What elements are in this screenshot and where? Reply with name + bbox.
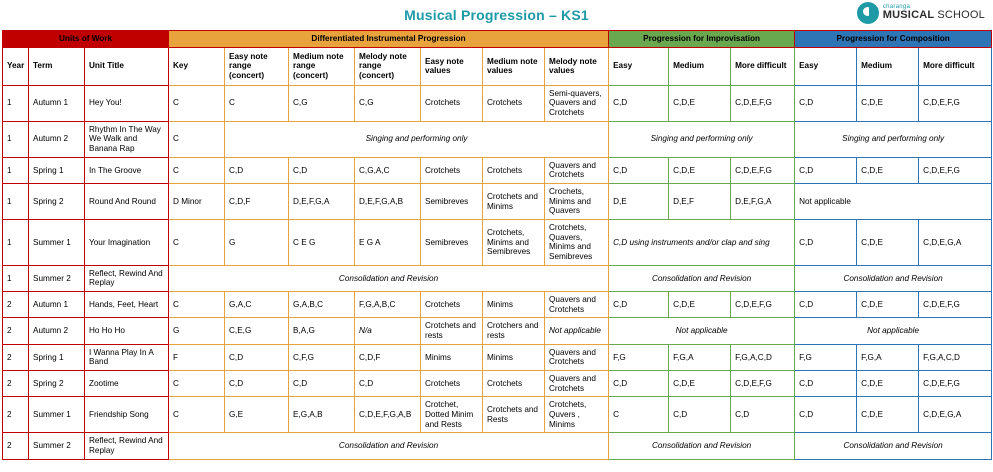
table-row	[3, 157, 992, 183]
cell-term: Summer 2	[29, 433, 85, 459]
table-row	[3, 265, 992, 291]
column-header-7: Easy note values	[421, 47, 483, 85]
cell-easy-values: Crotchets and rests	[421, 318, 483, 344]
cell-easy-range: C,D,F	[225, 184, 289, 220]
column-header-14: Medium	[857, 47, 919, 85]
cell-year: 2	[3, 292, 29, 318]
cell-key: C	[169, 292, 225, 318]
cell-medium-range: C,G	[289, 85, 355, 121]
cell-improvisation-medium: C,D,E	[669, 85, 731, 121]
cell-easy-range: C	[225, 85, 289, 121]
table-row	[3, 292, 992, 318]
cell-improvisation-hard: C,D,E,F,G	[731, 157, 795, 183]
cell-easy-range: G,E	[225, 397, 289, 433]
cell-unit-title: Hands, Feet, Heart	[85, 292, 169, 318]
column-header-row	[3, 47, 992, 85]
cell-improvisation-medium: C,D,E	[669, 371, 731, 397]
cell-year: 1	[3, 184, 29, 220]
cell-term: Spring 2	[29, 184, 85, 220]
cell-melody-values: Crotchets, Quavers, Minims and Semibreves	[545, 220, 609, 266]
cell-improvisation-easy: C,D	[609, 157, 669, 183]
cell-improvisation-medium: C,D	[669, 397, 731, 433]
logo-title-bold: MUSICAL	[882, 9, 935, 22]
cell-improvisation-hard: F,G,A,C,D	[731, 344, 795, 370]
progression-table	[2, 30, 992, 460]
table-row	[3, 371, 992, 397]
cell-composition-easy: C,D	[795, 397, 857, 433]
cell-melody-range: E G A	[355, 220, 421, 266]
cell-medium-values: Crotchets	[483, 85, 545, 121]
cell-key: D Minor	[169, 184, 225, 220]
cell-improvisation-medium: D,E,F	[669, 184, 731, 220]
cell-composition-easy: F,G	[795, 344, 857, 370]
group-header-3: Progression for Improvisation	[609, 31, 795, 48]
cell-improvisation-easy: D,E	[609, 184, 669, 220]
cell-melody-values: Quavers and Crotchets	[545, 371, 609, 397]
cell-composition-medium: C,D,E	[857, 292, 919, 318]
cell-term: Spring 2	[29, 371, 85, 397]
page-title: Musical Progression – KS1	[404, 7, 589, 23]
cell-composition-easy: C,D	[795, 292, 857, 318]
cell-composition-hard: C,D,E,F,G	[919, 85, 992, 121]
cell-composition-easy: C,D	[795, 157, 857, 183]
cell-year: 2	[3, 344, 29, 370]
cell-composition-merged: Not applicable	[795, 184, 992, 220]
cell-unit-title: In The Groove	[85, 157, 169, 183]
logo-text	[883, 4, 985, 22]
cell-medium-range: D,E,F,G,A	[289, 184, 355, 220]
column-header-13: Easy	[795, 47, 857, 85]
cell-easy-range: C,D	[225, 371, 289, 397]
cell-easy-range: G	[225, 220, 289, 266]
cell-composition-hard: C,D,E,G,A	[919, 220, 992, 266]
column-header-12: More difficult	[731, 47, 795, 85]
cell-year: 1	[3, 121, 29, 157]
cell-term: Autumn 1	[29, 292, 85, 318]
cell-unit-title: Reflect, Rewind And Replay	[85, 433, 169, 459]
table-row	[3, 433, 992, 459]
cell-key: C	[169, 220, 225, 266]
table-row	[3, 184, 992, 220]
column-header-4: Easy note range (concert)	[225, 47, 289, 85]
cell-year: 2	[3, 433, 29, 459]
cell-improvisation-merged: Consolidation and Revision	[609, 433, 795, 459]
cell-composition-medium: C,D,E	[857, 220, 919, 266]
charanga-logo	[857, 2, 985, 24]
cell-composition-hard: C,D,E,G,A	[919, 397, 992, 433]
cell-easy-values: Crotchets	[421, 85, 483, 121]
column-header-10: Easy	[609, 47, 669, 85]
cell-medium-values: Crotchets and Minims	[483, 184, 545, 220]
cell-key: F	[169, 344, 225, 370]
cell-medium-range: G,A,B,C	[289, 292, 355, 318]
title-bar	[0, 0, 993, 30]
cell-improvisation-hard: D,E,F,G,A	[731, 184, 795, 220]
column-header-3: Key	[169, 47, 225, 85]
cell-term: Spring 1	[29, 344, 85, 370]
column-header-6: Melody note range (concert)	[355, 47, 421, 85]
group-header-1: Units of Work	[3, 31, 169, 48]
cell-unit-title: Zootime	[85, 371, 169, 397]
cell-medium-range: C,F,G	[289, 344, 355, 370]
cell-composition-hard: C,D,E,F,G	[919, 157, 992, 183]
cell-composition-medium: C,D,E	[857, 371, 919, 397]
cell-composition-medium: C,D,E	[857, 157, 919, 183]
table-body	[3, 85, 992, 459]
cell-easy-range: C,D	[225, 344, 289, 370]
cell-melody-range: C,G	[355, 85, 421, 121]
charanga-logo-icon	[857, 2, 879, 24]
cell-improvisation-hard: C,D	[731, 397, 795, 433]
cell-year: 1	[3, 157, 29, 183]
cell-melody-values: Crochets, Minims and Quavers	[545, 184, 609, 220]
cell-key: C	[169, 85, 225, 121]
table-row	[3, 121, 992, 157]
cell-unit-title: Reflect, Rewind And Replay	[85, 265, 169, 291]
cell-key: C	[169, 157, 225, 183]
cell-composition-easy: C,D	[795, 220, 857, 266]
cell-medium-values: Crotchets	[483, 157, 545, 183]
cell-improvisation-medium: F,G,A	[669, 344, 731, 370]
cell-melody-values: Crotchets, Quvers , Minims	[545, 397, 609, 433]
cell-easy-values: Semibreves	[421, 184, 483, 220]
cell-medium-values: Minims	[483, 292, 545, 318]
cell-key: C	[169, 397, 225, 433]
cell-melody-range: C,G,A,C	[355, 157, 421, 183]
cell-melody-range: C,D,E,F,G,A,B	[355, 397, 421, 433]
cell-term: Summer 1	[29, 397, 85, 433]
cell-composition-medium: F,G,A	[857, 344, 919, 370]
group-header-4: Progression for Composition	[795, 31, 992, 48]
cell-medium-range: C,D	[289, 371, 355, 397]
cell-improvisation-medium: C,D,E	[669, 292, 731, 318]
cell-melody-range: N/a	[355, 318, 421, 344]
cell-easy-values: Crotchets	[421, 157, 483, 183]
cell-year: 1	[3, 220, 29, 266]
logo-subtitle: charanga	[882, 4, 911, 11]
cell-easy-values: Crotchets	[421, 371, 483, 397]
cell-medium-values: Crotchets	[483, 371, 545, 397]
column-header-8: Medium note values	[483, 47, 545, 85]
cell-composition-merged: Singing and performing only	[795, 121, 992, 157]
table-row	[3, 397, 992, 433]
column-header-9: Melody note values	[545, 47, 609, 85]
cell-medium-range: E,G,A,B	[289, 397, 355, 433]
cell-composition-merged: Consolidation and Revision	[795, 433, 992, 459]
cell-improvisation-merged: Singing and performing only	[609, 121, 795, 157]
cell-term: Spring 1	[29, 157, 85, 183]
table-row	[3, 344, 992, 370]
cell-easy-values: Semibreves	[421, 220, 483, 266]
table-row	[3, 318, 992, 344]
cell-improvisation-merged: Not applicable	[609, 318, 795, 344]
group-header-row	[3, 31, 992, 48]
cell-diff-merged: Singing and performing only	[225, 121, 609, 157]
cell-melody-range: C,D,F	[355, 344, 421, 370]
cell-medium-values: Minims	[483, 344, 545, 370]
cell-unit-title: Friendship Song	[85, 397, 169, 433]
cell-improvisation-medium: C,D,E	[669, 157, 731, 183]
group-header-2: Differentiated Instrumental Progression	[169, 31, 609, 48]
cell-composition-hard: C,D,E,F,G	[919, 292, 992, 318]
cell-composition-easy: C,D	[795, 371, 857, 397]
cell-improvisation-easy: C,D	[609, 371, 669, 397]
column-header-1: Term	[29, 47, 85, 85]
logo-title-light: SCHOOL	[937, 9, 985, 22]
cell-melody-range: C,D	[355, 371, 421, 397]
cell-medium-range: C,D	[289, 157, 355, 183]
cell-medium-range: C E G	[289, 220, 355, 266]
cell-melody-values: Semi-quavers, Quavers and Crotchets	[545, 85, 609, 121]
cell-composition-merged: Not applicable	[795, 318, 992, 344]
table-row	[3, 220, 992, 266]
cell-unit-title: Round And Round	[85, 184, 169, 220]
cell-improvisation-hard: C,D,E,F,G	[731, 292, 795, 318]
cell-composition-medium: C,D,E	[857, 85, 919, 121]
cell-easy-values: Crotchet, Dotted Minim and Rests	[421, 397, 483, 433]
cell-diff-merged: Consolidation and Revision	[169, 265, 609, 291]
cell-composition-easy: C,D	[795, 85, 857, 121]
cell-composition-hard: C,D,E,F,G	[919, 371, 992, 397]
cell-melody-values: Quavers and Crotchets	[545, 157, 609, 183]
cell-key: C	[169, 371, 225, 397]
cell-unit-title: I Wanna Play In A Band	[85, 344, 169, 370]
cell-year: 1	[3, 265, 29, 291]
cell-composition-merged: Consolidation and Revision	[795, 265, 992, 291]
cell-term: Summer 1	[29, 220, 85, 266]
cell-melody-values: Not applicable	[545, 318, 609, 344]
cell-medium-values: Crotchets, Minims and Semibreves	[483, 220, 545, 266]
cell-key: C	[169, 121, 225, 157]
cell-term: Autumn 2	[29, 318, 85, 344]
logo-title	[883, 10, 985, 22]
cell-improvisation-easy: C,D	[609, 85, 669, 121]
column-header-0: Year	[3, 47, 29, 85]
cell-unit-title: Rhythm In The Way We Walk and Banana Rap	[85, 121, 169, 157]
cell-medium-values: Crotchers and rests	[483, 318, 545, 344]
cell-diff-merged: Consolidation and Revision	[169, 433, 609, 459]
cell-improvisation-hard: C,D,E,F,G	[731, 85, 795, 121]
cell-improvisation-easy: F,G	[609, 344, 669, 370]
cell-improvisation-easy: C,D	[609, 292, 669, 318]
column-header-11: Medium	[669, 47, 731, 85]
cell-year: 2	[3, 318, 29, 344]
cell-year: 2	[3, 397, 29, 433]
cell-year: 2	[3, 371, 29, 397]
cell-improvisation-hard: C,D,E,F,G	[731, 371, 795, 397]
cell-term: Summer 2	[29, 265, 85, 291]
cell-key: G	[169, 318, 225, 344]
cell-composition-medium: C,D,E	[857, 397, 919, 433]
column-header-15: More difficult	[919, 47, 992, 85]
column-header-2: Unit Title	[85, 47, 169, 85]
cell-composition-hard: F,G,A,C,D	[919, 344, 992, 370]
cell-unit-title: Your Imagination	[85, 220, 169, 266]
cell-improvisation-easy: C	[609, 397, 669, 433]
column-header-5: Medium note range (concert)	[289, 47, 355, 85]
table-row	[3, 85, 992, 121]
cell-easy-range: C,E,G	[225, 318, 289, 344]
cell-easy-range: C,D	[225, 157, 289, 183]
cell-easy-values: Minims	[421, 344, 483, 370]
cell-medium-values: Crotchets and Rests	[483, 397, 545, 433]
cell-unit-title: Ho Ho Ho	[85, 318, 169, 344]
cell-improvisation-merged: C,D using instruments and/or clap and sing	[609, 220, 795, 266]
cell-melody-values: Quavers and Crotchets	[545, 344, 609, 370]
cell-medium-range: B,A,G	[289, 318, 355, 344]
cell-melody-range: F,G,A,B,C	[355, 292, 421, 318]
cell-term: Autumn 2	[29, 121, 85, 157]
cell-unit-title: Hey You!	[85, 85, 169, 121]
cell-term: Autumn 1	[29, 85, 85, 121]
cell-melody-range: D,E,F,G,A,B	[355, 184, 421, 220]
cell-easy-values: Crotchets	[421, 292, 483, 318]
cell-improvisation-merged: Consolidation and Revision	[609, 265, 795, 291]
cell-melody-values: Quavers and Crotchets	[545, 292, 609, 318]
cell-year: 1	[3, 85, 29, 121]
cell-easy-range: G,A,C	[225, 292, 289, 318]
